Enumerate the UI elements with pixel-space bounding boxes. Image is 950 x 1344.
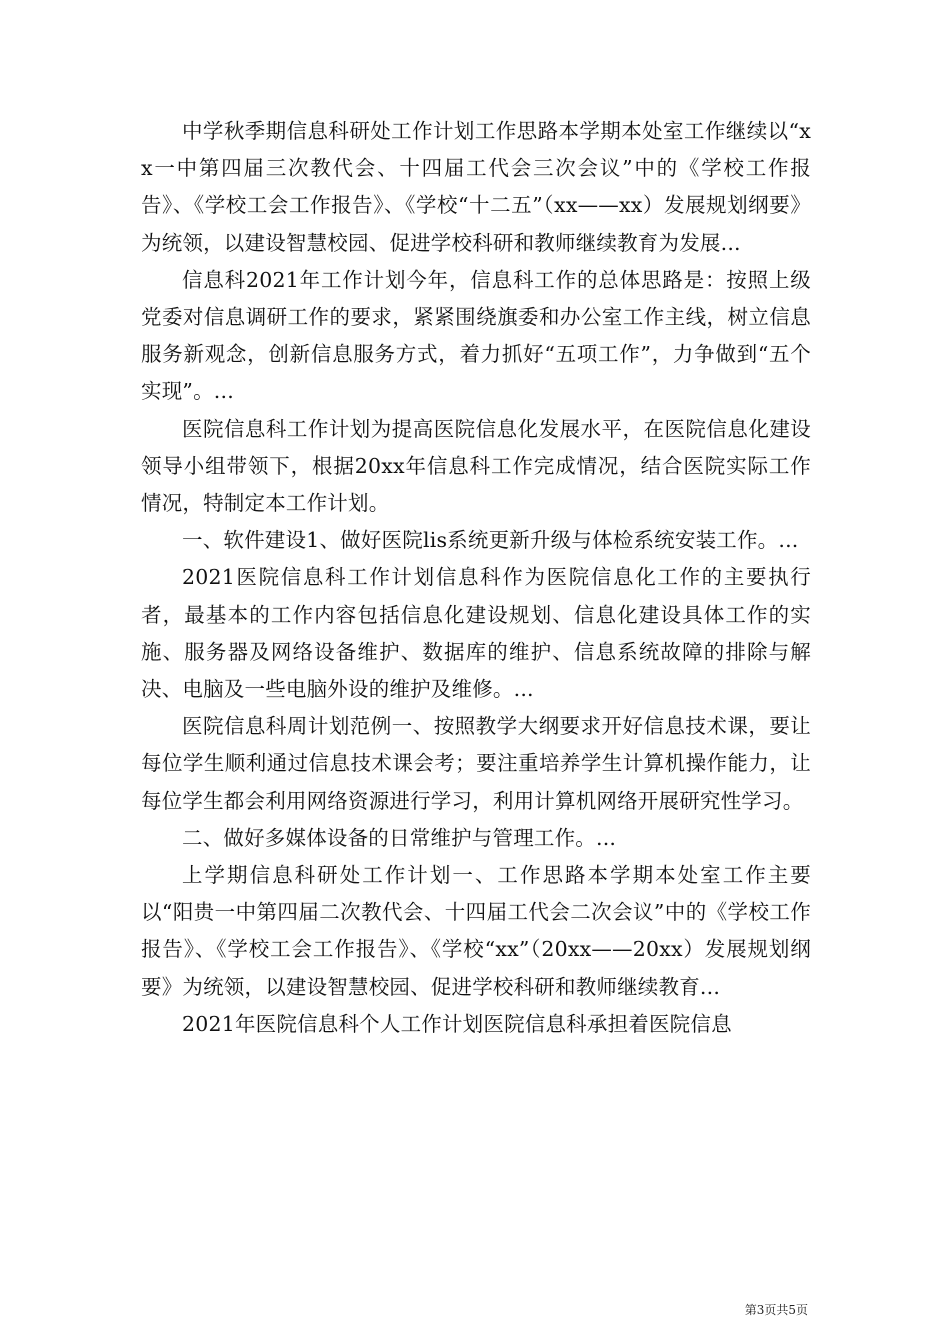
paragraph-5: 2021医院信息科工作计划信息科作为医院信息化工作的主要执行者，最基本的工作内容包括信息化建设规划、信息化建设具体工作的实施、服务器及网络设备维护、数据库的维护、信息系统故障的排除与解决、电脑及一些电脑外设的维护及维修。...	[141, 565, 811, 702]
document-body	[141, 113, 811, 1043]
paragraph-4: 一、软件建设1、做好医院lis系统更新升级与体检系统安装工作。...	[182, 528, 799, 553]
paragraph-1: 中学秋季期信息科研处工作计划工作思路本学期本处室工作继续以“xx一中第四届三次教代会、十四届工代会三次会议”中的《学校工作报告》、《学校工会工作报告》、《学校“十二五”（xx——xx）发展规划纲要》为统领，以建设智慧校园、促进学校科研和教师继续教育为发展...	[141, 119, 811, 255]
paragraph-8: 上学期信息科研处工作计划一、工作思路本学期本处室工作主要以“阳贵一中第四届二次教代会、十四届工代会二次会议”中的《学校工作报告》、《学校工会工作报告》、《学校“xx”（20xx——20xx）发展规划纲要》为统领，以建设智慧校园、促进学校科研和教师继续教育...	[141, 863, 811, 999]
paragraph-6: 医院信息科周计划范例一、按照教学大纲要求开好信息技术课，要让每位学生顺利通过信息技术课会考；要注重培养学生计算机操作能力，让每位学生都会利用网络资源进行学习，利用计算机网络开展研究性学习。	[141, 714, 811, 813]
paragraph-9: 2021年医院信息科个人工作计划医院信息科承担着医院信息	[182, 1011, 732, 1036]
page-number: 第3页共5页	[744, 1303, 808, 1317]
paragraph-3: 医院信息科工作计划为提高医院信息化发展水平，在医院信息化建设领导小组带领下，根据20xx年信息科工作完成情况，结合医院实际工作情况，特制定本工作计划。	[141, 416, 811, 516]
paragraph-2: 信息科2021年工作计划今年，信息科工作的总体思路是：按照上级党委对信息调研工作的要求，紧紧围绕旗委和办公室工作主线，树立信息服务新观念，创新信息服务方式，着力抓好“五项工作”，力争做到“五个实现”。...	[141, 267, 811, 404]
paragraph-7: 二、做好多媒体设备的日常维护与管理工作。...	[182, 825, 617, 850]
